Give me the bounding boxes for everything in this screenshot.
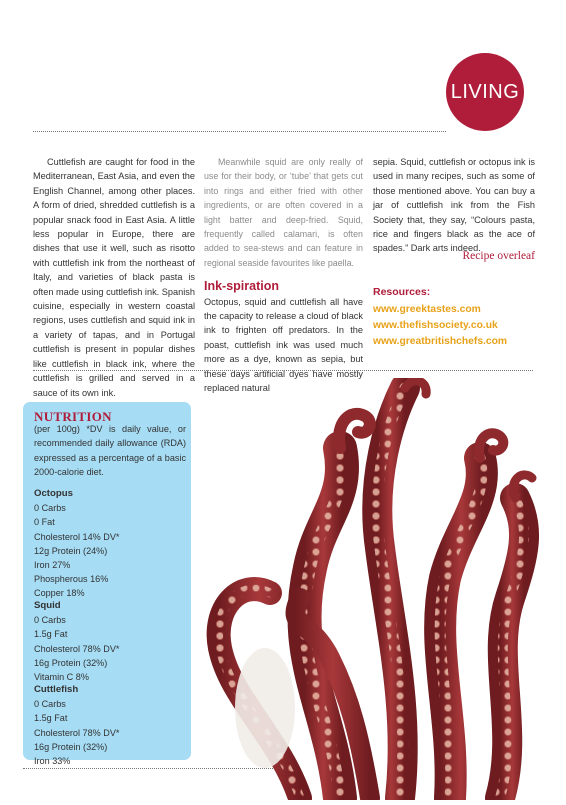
nutrition-group-heading: Octopus (34, 488, 73, 499)
article-column-2 (204, 155, 363, 396)
column-2-body: Octopus, squid and cuttlefish all have the capacity to release a cloud of black ink to frighten off predators. In the poast, cuttlefish ink was used much more as a dye, known as sepia, but these days artificial dyes have mostly replaced natural (204, 296, 363, 394)
article-column-3 (373, 155, 535, 256)
bottom-dotted-rule (23, 768, 273, 769)
article-column-1 (33, 155, 195, 400)
nutrition-item: Cholesterol 78% DV* (34, 643, 120, 654)
column-2-intro: Meanwhile squid are only really of use for their body, or ‘tube’ that gets cut into rings and either fried with other ingredients, or are often covered in a light batter and deep-fried. Squid, frequently called calamari, is often added to sea-stews and can feature in regional seaside favourites like paella. (204, 157, 363, 268)
column-1-text: Cuttlefish are caught for food in the Mediterranean, East Asia, and even the English Channel, among other places. A form of dried, shredded cuttlefish is a popular snack food in East Asia. A little less popular in Europe, there are dishes that use it well, such as risotto with cuttlefish ink from the northeast of Italy, and varieties of black pasta is often made using cuttlefish ink. Spanish cuisine, especially in western coastal regions, uses cuttlefish and squid ink in a variety of tapas, and in Portugal cuttlefish is present in popular dishes like cuttlefish in black ink, where the cuttlefish is grilled and served in a sauce of its own ink. (33, 157, 195, 398)
resource-link[interactable]: www.thefishsociety.co.uk (373, 320, 498, 331)
nutrition-item: 0 Carbs (34, 503, 66, 514)
ink-spiration-heading: Ink-spiration (204, 279, 280, 294)
nutrition-item: 0 Carbs (34, 615, 66, 626)
nutrition-item: 0 Carbs (34, 699, 66, 710)
nutrition-item: 1.5g Fat (34, 629, 68, 640)
nutrition-group-octopus (34, 487, 189, 601)
mid-dotted-rule (33, 370, 533, 371)
section-badge (446, 53, 524, 131)
nutrition-item: Phospherous 16% (34, 574, 109, 585)
recipe-overleaf-link[interactable]: Recipe overleaf (462, 250, 535, 262)
nutrition-intro: (per 100g) *DV is daily value, or recommended daily allowance (RDA) expressed as a percentage of a basic 2000-calorie diet. (34, 424, 186, 478)
nutrition-title: NUTRITION (34, 409, 112, 424)
column-3-text: sepia. Squid, cuttlefish or octopus ink is used in many recipes, such as some of those mentioned above. You can buy a jar of cuttlefish ink from the Fish Society that, they say, “Colours pasta, rice and fingers black as the ace of spades.” Dark arts indeed. (373, 157, 535, 254)
nutrition-item: 16g Protein (32%) (34, 741, 108, 752)
resources-block (373, 286, 548, 350)
resources-title: Resources: (373, 286, 431, 298)
nutrition-item: 1.5g Fat (34, 713, 68, 724)
nutrition-item: Cholesterol 78% DV* (34, 727, 120, 738)
section-badge-label: LIVING (450, 80, 520, 103)
nutrition-item: Iron 33% (34, 756, 71, 767)
octopus-photo (190, 378, 566, 800)
top-dotted-rule (33, 131, 446, 132)
nutrition-item: Copper 18% (34, 588, 85, 599)
nutrition-item: 16g Protein (32%) (34, 657, 108, 668)
nutrition-group-heading: Cuttlefish (34, 684, 79, 695)
octopus-illustration (190, 378, 566, 800)
nutrition-item: Cholesterol 14% DV* (34, 531, 120, 542)
nutrition-item: 0 Fat (34, 517, 55, 528)
resource-link[interactable]: www.greektastes.com (373, 304, 481, 315)
nutrition-group-squid (34, 599, 189, 684)
nutrition-item: Iron 27% (34, 560, 71, 571)
nutrition-group-heading: Squid (34, 600, 61, 611)
nutrition-item: 12g Protein (24%) (34, 545, 108, 556)
resource-link[interactable]: www.greatbritishchefs.com (373, 336, 508, 347)
nutrition-group-cuttlefish (34, 683, 189, 768)
nutrition-item: Vitamin C 8% (34, 672, 89, 683)
